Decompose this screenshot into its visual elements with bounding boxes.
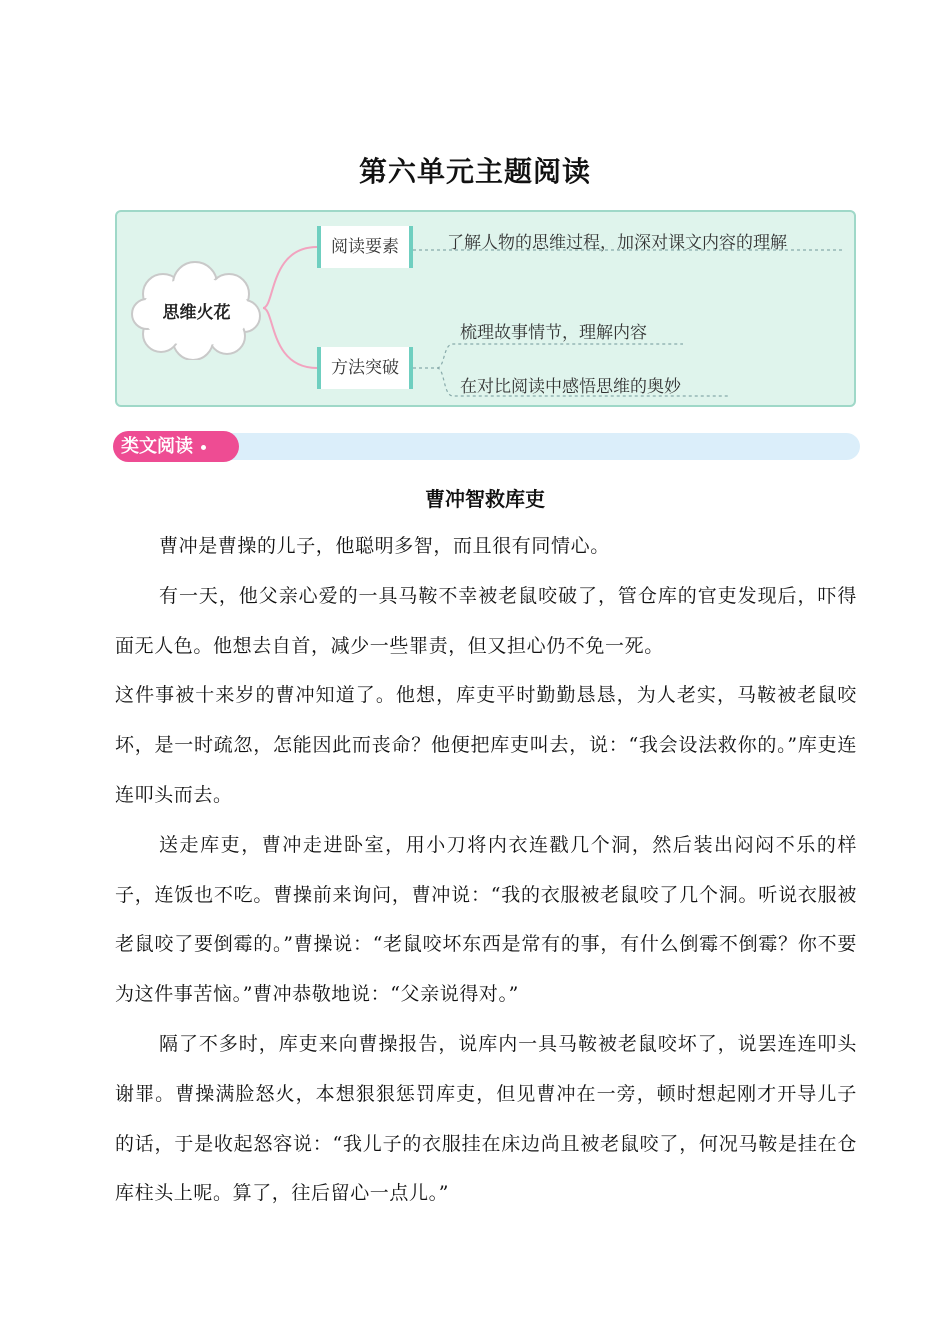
article-paragraph: 这件事被十来岁的曹冲知道了。他想，库吏平时勤勤恳恳，为人老实，马鞍被老鼠咬坏，是一时疏忽，怎能因此而丧命？他便把库吏叫去，说：“我会设法救你的。”库吏连连叩头而去。: [115, 684, 857, 806]
page-title: 第六单元主题阅读: [358, 155, 591, 188]
mind-map-leaf: 了解人物的思维过程，加深对课文内容的理解: [447, 233, 787, 253]
article-paragraph: 有一天，他父亲心爱的一具马鞍不幸被老鼠咬破了，管仓库的官吏发现后，吓得面无人色。他想去自首，减少一些罪责，但又担心仍不免一死。: [115, 584, 857, 657]
mind-map-node-reading: 阅读要素: [317, 226, 413, 268]
article-paragraph: 隔了不多时，库吏来向曹操报告，说库内一具马鞍被老鼠咬坏了，说罢连连叩头谢罪。曹操满脸怒火，本想狠狠惩罚库吏，但见曹冲在一旁，顿时想起刚才开导儿子的话，于是收起怒容说：“我儿子的衣服挂在床边尚且被老鼠咬了，何况马鞍是挂在仓库柱头上呢。算了，往后留心一点儿。”: [115, 1032, 857, 1205]
bullet-dot-icon: [201, 445, 206, 450]
article-title: 曹冲智救库吏: [425, 487, 545, 511]
mind-map-node-method: 方法突破: [317, 347, 413, 389]
mind-map-leaf: 在对比阅读中感悟思维的奥妙: [460, 377, 681, 397]
article-paragraph: 送走库吏，曹冲走进卧室，用小刀将内衣连戳几个洞，然后装出闷闷不乐的样子，连饭也不吃。曹操前来询问，曹冲说：“我的衣服被老鼠咬了几个洞。听说衣服被老鼠咬了要倒霉的。”曹操说：“老鼠咬坏东西是常有的事，有什么倒霉不倒霉？你不要为这件事苦恼。”曹冲恭敬地说：“父亲说得对。”: [115, 833, 857, 1006]
mind-map-center: 思维火花: [162, 303, 231, 323]
article-paragraph: 曹冲是曹操的儿子，他聪明多智，而且很有同情心。: [159, 535, 610, 557]
mind-map: [115, 210, 856, 407]
section-label: 类文阅读: [121, 436, 193, 457]
article-body: [115, 522, 857, 1219]
mind-map-leaf: 梳理故事情节，理解内容: [460, 323, 647, 343]
section-tag: [113, 431, 239, 462]
